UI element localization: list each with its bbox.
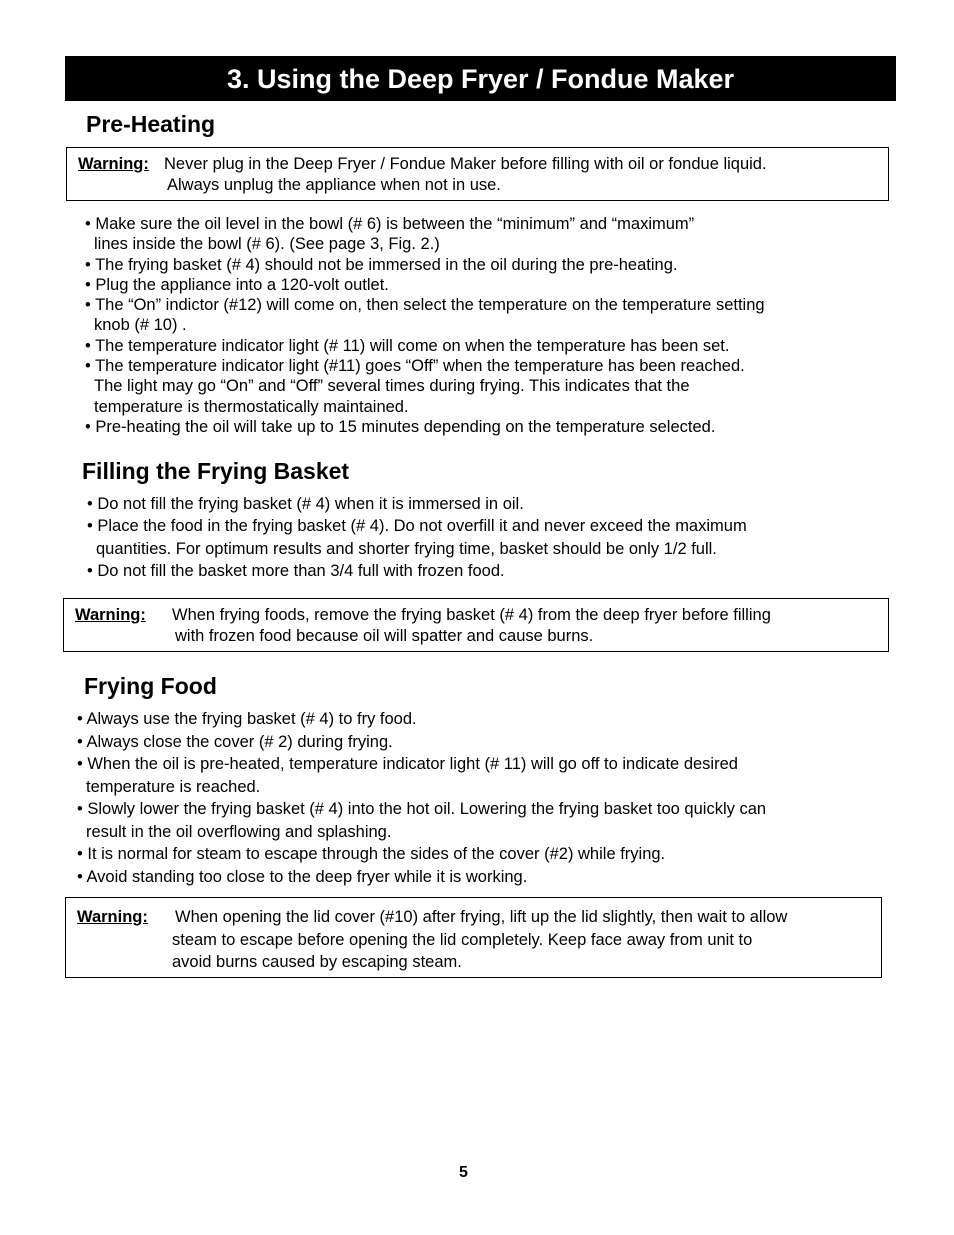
list-item-continuation: temperature is thermostatically maintained. [94,397,409,416]
list-item [85,255,765,275]
list-item-text: • The temperature indicator light (# 11) will come on when the temperature has been set. [85,336,730,355]
warning-label: Warning: [78,155,149,173]
list-item [77,753,766,798]
list-item [85,417,765,437]
warning-label: Warning: [77,908,148,926]
list-item-text: • Make sure the oil level in the bowl (# 6) is between the “minimum” and “maximum” [85,215,695,233]
list-item [77,843,766,866]
list-item-continuation: quantities. For optimum results and shorter frying time, basket should be only 1/2 full. [96,539,717,558]
list-item-text: • Avoid standing too close to the deep fryer while it is working. [77,867,528,886]
heading-frying-food: Frying Food [84,673,217,699]
list-filling-basket [87,493,747,582]
list-item-text: • The “On” indictor (#12) will come on, then select the temperature on the temperature setting [85,296,765,315]
warning-box-filling [63,598,889,652]
list-item-text: • The temperature indicator light (#11) goes “Off” when the temperature has been reached. [85,357,745,376]
list-pre-heating [85,214,765,437]
list-item-text: • When the oil is pre-heated, temperature indicator light (# 11) will go off to indicate desired [77,755,738,773]
list-frying-food [77,708,766,888]
warning-box-preheating [66,147,889,201]
list-item-text: • Place the food in the frying basket (# 4). Do not overfill it and never exceed the maximum [87,517,747,536]
list-item [87,515,747,560]
warning-label: Warning: [75,606,146,624]
list-item-continuation: lines inside the bowl (# 6). (See page 3, Fig. 2.) [94,235,440,254]
list-item [77,866,766,889]
warning-box-frying [65,897,882,978]
warning-text: When frying foods, remove the frying basket (# 4) from the deep fryer before filling with frozen food because oil will spatter and cause burns. [172,606,771,645]
list-item-text: • Always use the frying basket (# 4) to fry food. [77,710,417,728]
list-item [87,560,747,582]
list-item [85,356,765,417]
list-item [85,295,765,336]
list-item-text: • Pre-heating the oil will take up to 15 minutes depending on the temperature selected. [85,417,716,436]
list-item-text: • Slowly lower the frying basket (# 4) into the hot oil. Lowering the frying basket too quickly can [77,800,767,818]
list-item [87,493,747,515]
list-item-text: • Do not fill the frying basket (# 4) when it is immersed in oil. [87,495,524,513]
list-item-continuation: The light may go “On” and “Off” several times during frying. This indicates that the [94,377,690,396]
list-item [77,798,766,843]
list-item-text: • Always close the cover (# 2) during frying. [77,732,393,751]
list-item-continuation: knob (# 10) . [94,316,187,335]
list-item-text: • It is normal for steam to escape through the sides of the cover (#2) while frying. [77,845,666,863]
list-item-continuation: result in the oil overflowing and splashing. [86,822,392,841]
list-item [85,336,765,356]
heading-pre-heating: Pre-Heating [86,111,216,137]
list-item [77,731,766,754]
page-title: 3. Using the Deep Fryer / Fondue Maker [65,56,896,101]
warning-text: Never plug in the Deep Fryer / Fondue Maker before filling with oil or fondue liquid. Always unplug the appliance when not in use. [164,155,767,194]
list-item-text: • Do not fill the basket more than 3/4 full with frozen food. [87,561,505,580]
heading-filling-basket: Filling the Frying Basket [82,458,350,484]
list-item [85,214,765,255]
list-item [85,275,765,295]
list-item-text: • The frying basket (# 4) should not be immersed in the oil during the pre-heating. [85,255,678,274]
list-item-text: • Plug the appliance into a 120-volt outlet. [85,275,389,294]
warning-text: When opening the lid cover (#10) after frying, lift up the lid slightly, then wait to allow steam to escape before opening the lid completely. Keep face away from unit to avoid burns caused by escaping steam. [172,908,788,971]
list-item-continuation: temperature is reached. [86,777,261,796]
page-number: 5 [459,1164,468,1181]
list-item [77,708,766,731]
